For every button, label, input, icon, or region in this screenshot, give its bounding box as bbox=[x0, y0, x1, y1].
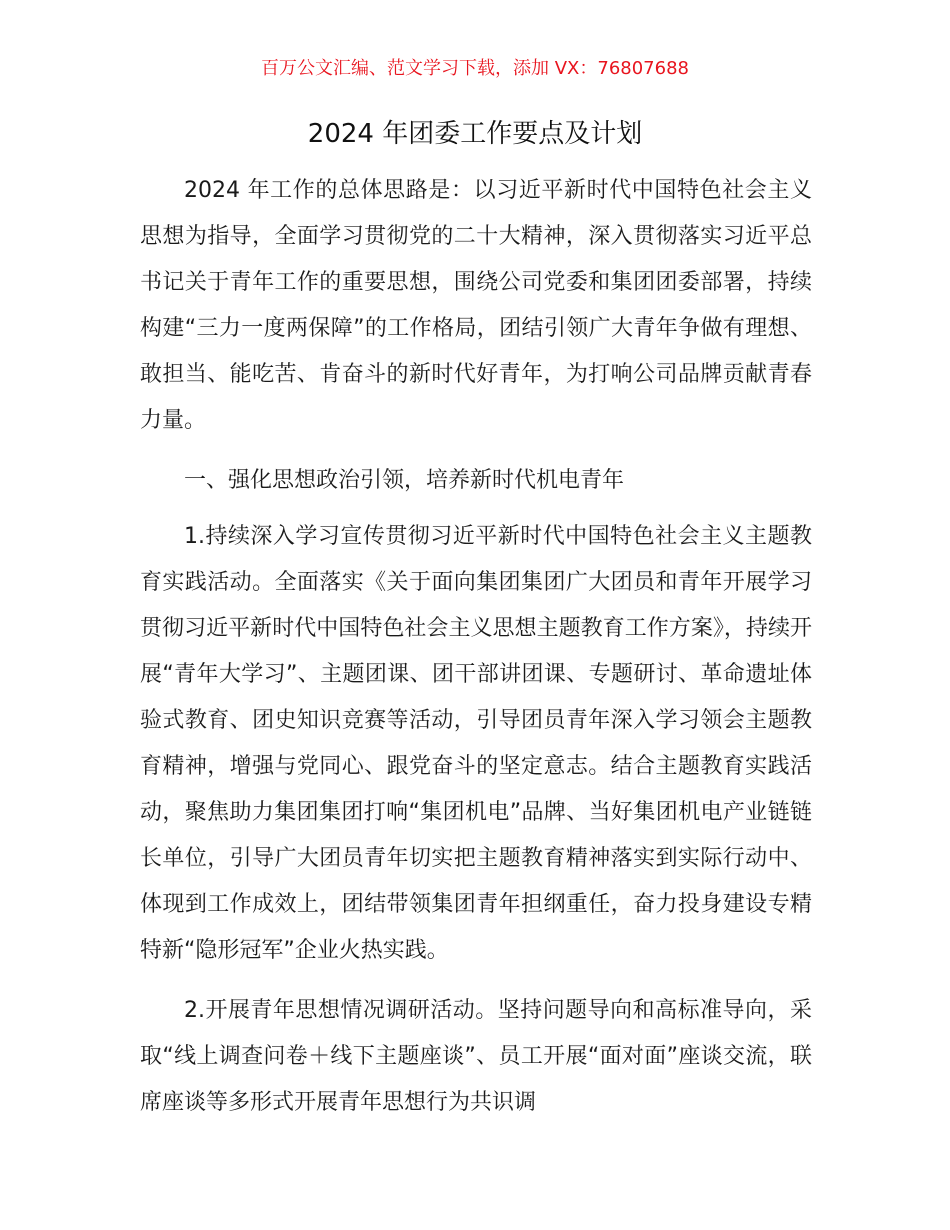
paragraph-item-1: 1.持续深入学习宣传贯彻习近平新时代中国特色社会主义主题教育实践活动。全面落实《关于面向集团集团广大团员和青年开展学习贯彻习近平新时代中国特色社会主义思想主题教育工作方案》，持续开展“青年大学习”、主题团课、团干部讲团课、专题研讨、革命遗址体验式教育、团史知识竞赛等活动，引导团员青年深入学习领会主题教育精神，增强与党同心、跟党奋斗的坚定意志。结合主题教育实践活动，聚焦助力集团集团打响“集团机电”品牌、当好集团机电产业链链长单位，引导广大团员青年切实把主题教育精神落实到实际行动中、体现到工作成效上，团结带领集团青年担纲重任，奋力投身建设专精特新“隐形冠军”企业火热实践。 bbox=[140, 524, 812, 963]
document-title: 2024 年团委工作要点及计划 bbox=[307, 119, 643, 149]
paragraph-overall-approach: 2024 年工作的总体思路是：以习近平新时代中国特色社会主义思想为指导，全面学习贯彻党的二十大精神，深入贯彻落实习近平总书记关于青年工作的重要思想，围绕公司党委和集团团委部署，持续构建“三力一度两保障”的工作格局，团结引领广大青年争做有理想、敢担当、能吃苦、肯奋斗的新时代好青年，为打响公司品牌贡献青春力量。 bbox=[140, 178, 812, 433]
section-heading-1: 一、强化思想政治引领，培养新时代机电青年 bbox=[184, 468, 625, 493]
watermark-banner: 百万公文汇编、范文学习下载，添加 VX：76807688 bbox=[261, 58, 689, 79]
paragraph-item-2: 2.开展青年思想情况调研活动。坚持问题导向和高标准导向，采取“线上调查问卷＋线下主题座谈”、员工开展“面对面”座谈交流，联席座谈等多形式开展青年思想行为共识调 bbox=[140, 998, 812, 1115]
document-body bbox=[140, 168, 812, 1126]
